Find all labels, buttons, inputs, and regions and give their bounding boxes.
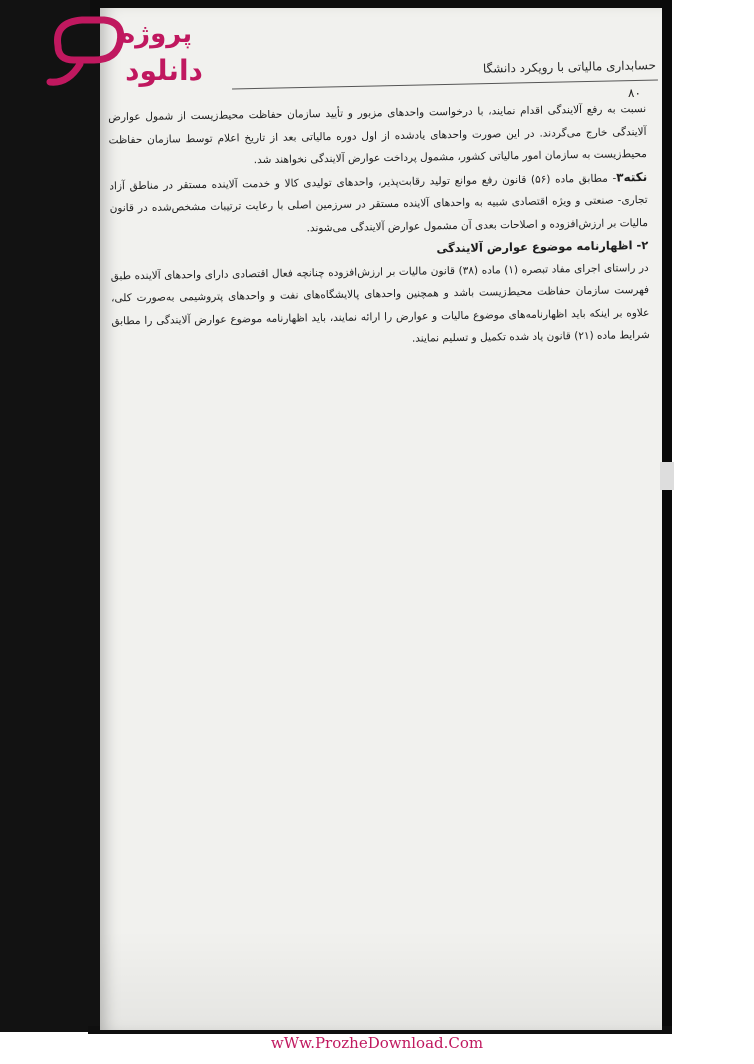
watermark-logo xyxy=(44,8,244,90)
paragraph-2: در راستای اجرای مفاد تبصره (۱) ماده (۳۸) قانون مالیات بر ارزش‌افزوده چنانچه فعال اقتصادی دارای واحدهای آلاینده طبق فهرست سازمان حفاظت محیط‌زیست باشد و همچنین واحدهای پالایشگاه‌های نفت و واحدهای پتروشیمی به‌صورت کلی، علاوه بر اینکه باید اظهارنامه‌های موضوع مالیات و عوارض را ارائه نمایند، باید اظهارنامه موضوع عوارض آلایندگی را مطابق شرایط ماده (۲۱) قانون یاد شده تکمیل و تسلیم نمایند. xyxy=(110,261,650,345)
running-header: حسابداری مالیاتی با رویکرد دانشگا xyxy=(482,58,657,76)
page-body xyxy=(108,98,650,355)
paragraph-1: نسبت به رفع آلایندگی اقدام نمایند، با درخواست واحدهای مزبور و تأیید سازمان حفاظت محیط‌زیست از شمول عوارض آلایندگی خارج می‌گردند. در این صورت واحدهای یادشده از اول دوره مالیاتی بعد از تاریخ اعلام توسط سازمان حفاظت محیط‌زیست به سازمان امور مالیاتی کشور، مشمول پرداخت عوارض آلایندگی نخواهند شد. xyxy=(108,102,647,167)
watermark-url: wWw.ProzheDownload.Com xyxy=(270,1034,484,1052)
watermark-line1: پروژه xyxy=(119,19,193,49)
page-number: ۸۰ xyxy=(628,86,641,100)
dark-background-left xyxy=(0,0,100,1032)
note-paragraph xyxy=(109,165,648,242)
page-edge-tab xyxy=(660,462,674,490)
note-text: - مطابق ماده (۵۶) قانون رفع موانع تولید رقابت‌پذیر، واحدهای تولیدی کالا و خدمت آلاینده مستقر در مناطق آزاد تجاری- صنعتی و ویژه اقتصادی شبیه به واحدهای آلاینده مستقر در سرزمین اصلی با رعایت ترتیبات مشخص‌شده در قانون مالیات بر ارزش‌افزوده و اصلاحات بعدی آن مشمول عوارض آلایندگی می‌شوند. xyxy=(109,171,649,234)
page-shadow xyxy=(100,930,662,1030)
section-heading: ۲- اظهارنامه موضوع عوارض آلایندگی xyxy=(436,237,649,256)
note-label: نکته۳ xyxy=(616,169,648,184)
watermark-line2: دانلود xyxy=(125,54,203,87)
